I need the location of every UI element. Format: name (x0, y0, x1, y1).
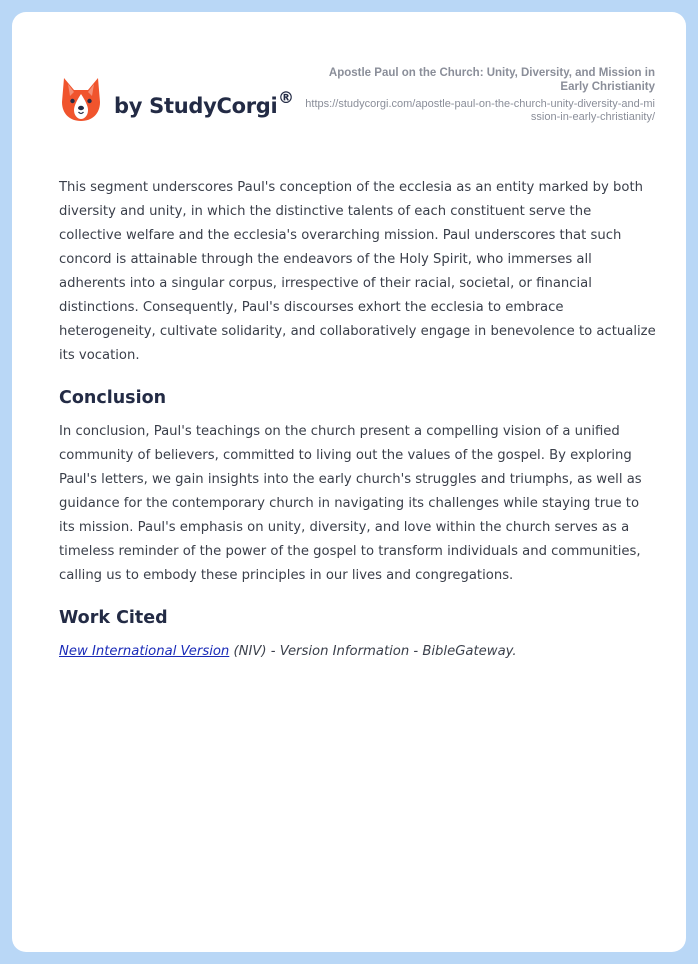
document-body (59, 176, 657, 664)
studycorgi-logo[interactable] (60, 76, 310, 132)
citation-entry (59, 640, 657, 664)
citation-link[interactable]: New International Version (59, 644, 230, 659)
corgi-logo-icon (60, 76, 102, 122)
page-header (12, 12, 686, 152)
document-page (12, 12, 686, 952)
intro-paragraph: This segment underscores Paul's conception of the ecclesia as an entity marked by both diversity and unity, in which the distinctive talents of each constituent serve the collective welfare and the ecclesia's overarching mission. Paul underscores that such concord is attainable through the endeavors of the Holy Spirit, who immerses all adherents into a singular corpus, irrespective of their racial, societal, or financial distinctions. Consequently, Paul's discourses exhort the ecclesia to embrace heterogeneity, cultivate solidarity, and collaboratively engage in benevolence to actualize its vocation. (59, 180, 656, 363)
citation-text: (NIV) - Version Information - BibleGateway. (229, 644, 517, 659)
document-url[interactable]: https://studycorgi.com/apostle-paul-on-the-church-unity-diversity-and-mission-in-early-christianity/ (305, 98, 655, 123)
conclusion-paragraph: In conclusion, Paul's teachings on the church present a compelling vision of a unified community of believers, committed to living out the values of the gospel. By exploring Paul's letters, we gain insights into the early church's struggles and triumphs, as well as guidance for the contemporary church in navigating its challenges while staying true to its mission. Paul's emphasis on unity, diversity, and love within the church serves as a timeless reminder of the power of the gospel to transform individuals and communities, calling us to embody these principles in our lives and congregations. (59, 424, 642, 583)
document-title: Apostle Paul on the Church: Unity, Diversity, and Mission in Early Christianity (328, 67, 655, 93)
logo-text: by StudyCorgi (114, 94, 278, 118)
conclusion-heading: Conclusion (59, 388, 167, 408)
registered-mark: ® (278, 88, 294, 107)
works-cited-heading: Work Cited (59, 608, 168, 628)
